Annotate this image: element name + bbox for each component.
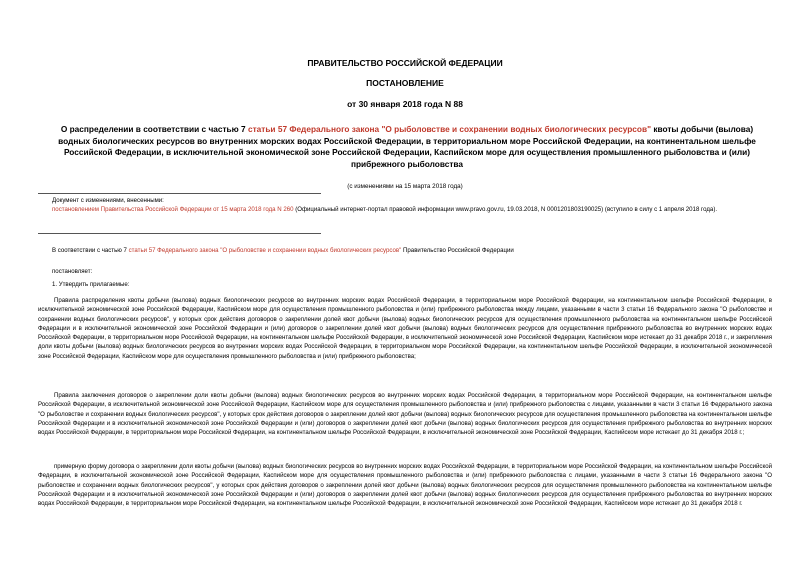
changes-note: (с изменениями на 15 марта 2018 года) bbox=[347, 183, 463, 190]
amendments-box bbox=[38, 196, 772, 215]
amendments-intro: Документ с изменениями, внесенными: bbox=[52, 197, 164, 204]
basis-law-link[interactable]: статьи 57 Федерального закона "О рыболовстве и сохранении водных биологических ресурсов" bbox=[128, 247, 402, 254]
paragraph-rules-contracts: Правила заключения договоров о закреплении доли квоты добычи (вылова) водных биологических ресурсов во внутренних морских водах Российской Федерации, в территориальном море Российской Федерации, на континентальном шельфе Российской Федерации, в исключительной экономической зоне Российской Федерации, Каспийском море для осуществления промышленного рыболовства и (или) прибрежного рыболовства с лицами, указанными в части 3 статьи 16 Федерального закона "О рыболовстве и сохранении водных биологических ресурсов", у которых срок действия договоров о закреплении долей квот добычи (вылова) водных биологических ресурсов для осуществления промышленного рыболовства на континентальном шельфе Российской Федерации и в исключительной экономической зоне Российской Федерации и (или) договоров о закреплении долей квот добычи (вылова) водных биологических ресурсов для осуществления прибрежного рыболовства во внутренних морских водах Российской Федерации, в территориальном море Российской Федерации, на континентальном шельфе Российской Федерации, в исключительной экономической зоне Российской Федерации, Каспийском море истекает до 31 декабря 2018 г.; bbox=[38, 392, 772, 437]
title-after: квоты добычи (вылова) водных биологических ресурсов во внутренних морских водах Российской Федерации, в территориальном море Российской Федерации, на континентальном шельфе Российской Федерации, в исключительной экономической зоне Российской Федерации, Каспийском море для осуществления промышленного рыболовства и (или) прибрежного рыболовства bbox=[58, 124, 756, 169]
government-heading: ПРАВИТЕЛЬСТВО РОССИЙСКОЙ ФЕДЕРАЦИИ bbox=[307, 58, 503, 68]
divider-bottom bbox=[38, 233, 321, 234]
basis-after: Правительство Российской Федерации bbox=[401, 247, 514, 254]
amendments-text bbox=[38, 205, 772, 214]
doc-type-heading: ПОСТАНОВЛЕНИЕ bbox=[366, 78, 444, 88]
paragraph-rules-quota: Правила распределения квоты добычи (вылова) водных биологических ресурсов во внутренних морских водах Российской Федерации, в территориальном море Российской Федерации, на континентальном шельфе Российской Федерации, в исключительной экономической зоне Российской Федерации, Каспийском море для осуществления промышленного рыболовства и (или) прибрежного рыболовства между лицами, указанными в части 3 статьи 16 Федерального закона "О рыболовстве и сохранении водных биологических ресурсов", у которых срок действия договоров о закреплении долей квот добычи (вылова) водных биологических ресурсов для осуществления промышленного рыболовства на континентальном шельфе Российской Федерации и в исключительной экономической зоне Российской Федерации и (или) договоров о закреплении долей квот добычи (вылова) водных биологических ресурсов для осуществления прибрежного рыболовства во внутренних морских водах Российской Федерации, в территориальном море Российской Федерации, на континентальном шельфе Российской Федерации, в исключительной экономической зоне Российской Федерации, Каспийском море истекает до 31 декабря 2018 г., и закрепления доли квоты добычи (вылова) водных биологических ресурсов во внутренних морских водах Российской Федерации, в территориальном море Российской Федерации, на континентальном шельфе Российской Федерации, в исключительной экономической зоне Российской Федерации, Каспийском море для осуществления промышленного рыболовства и (или) прибрежного рыболовства; bbox=[38, 297, 772, 360]
document-title bbox=[52, 124, 762, 170]
basis-before: В соответствии с частью 7 bbox=[52, 247, 129, 254]
item-1: 1. Утвердить прилагаемые: bbox=[52, 281, 130, 288]
title-before: О распределении в соответствии с частью 7 bbox=[60, 124, 248, 134]
date-number-heading: от 30 января 2018 года N 88 bbox=[347, 99, 463, 109]
divider-top bbox=[38, 193, 321, 194]
paragraph-sample-contract: примерную форму договора о закреплении доли квоты добычи (вылова) водных биологических ресурсов во внутренних морских водах Российской Федерации, в территориальном море Российской Федерации, на континентальном шельфе Российской Федерации, в исключительной экономической зоне Российской Федерации, Каспийском море для осуществления промышленного рыболовства и (или) прибрежного рыболовства с лицами, указанными в части 3 статьи 16 Федерального закона "О рыболовстве и сохранении водных биологических ресурсов", у которых срок действия договоров о закреплении долей квот добычи (вылова) водных биологических ресурсов для осуществления промышленного рыболовства на континентальном шельфе Российской Федерации и в исключительной экономической зоне Российской Федерации и (или) договоров о закреплении долей квот добычи (вылова) водных биологических ресурсов для осуществления прибрежного рыболовства во внутренних морских водах Российской Федерации, в территориальном море Российской Федерации, на континентальном шельфе Российской Федерации, в исключительной экономической зоне Российской Федерации, Каспийском море истекает до 31 декабря 2018 г. bbox=[38, 463, 772, 508]
amendment-rest: (Официальный интернет-портал правовой информации www.pravo.gov.ru, 19.03.2018, N 0001201803190025) (вступило в силу с 1 апреля 2018 года). bbox=[293, 206, 718, 214]
amendment-link[interactable]: постановлением Правительства Российской Федерации от 15 марта 2018 года N 260 bbox=[52, 206, 294, 214]
title-law-link[interactable]: статьи 57 Федерального закона "О рыболовстве и сохранении водных биологических ресурсов" bbox=[247, 124, 652, 134]
decree-word: постановляет: bbox=[52, 268, 93, 275]
basis-paragraph bbox=[52, 247, 772, 254]
